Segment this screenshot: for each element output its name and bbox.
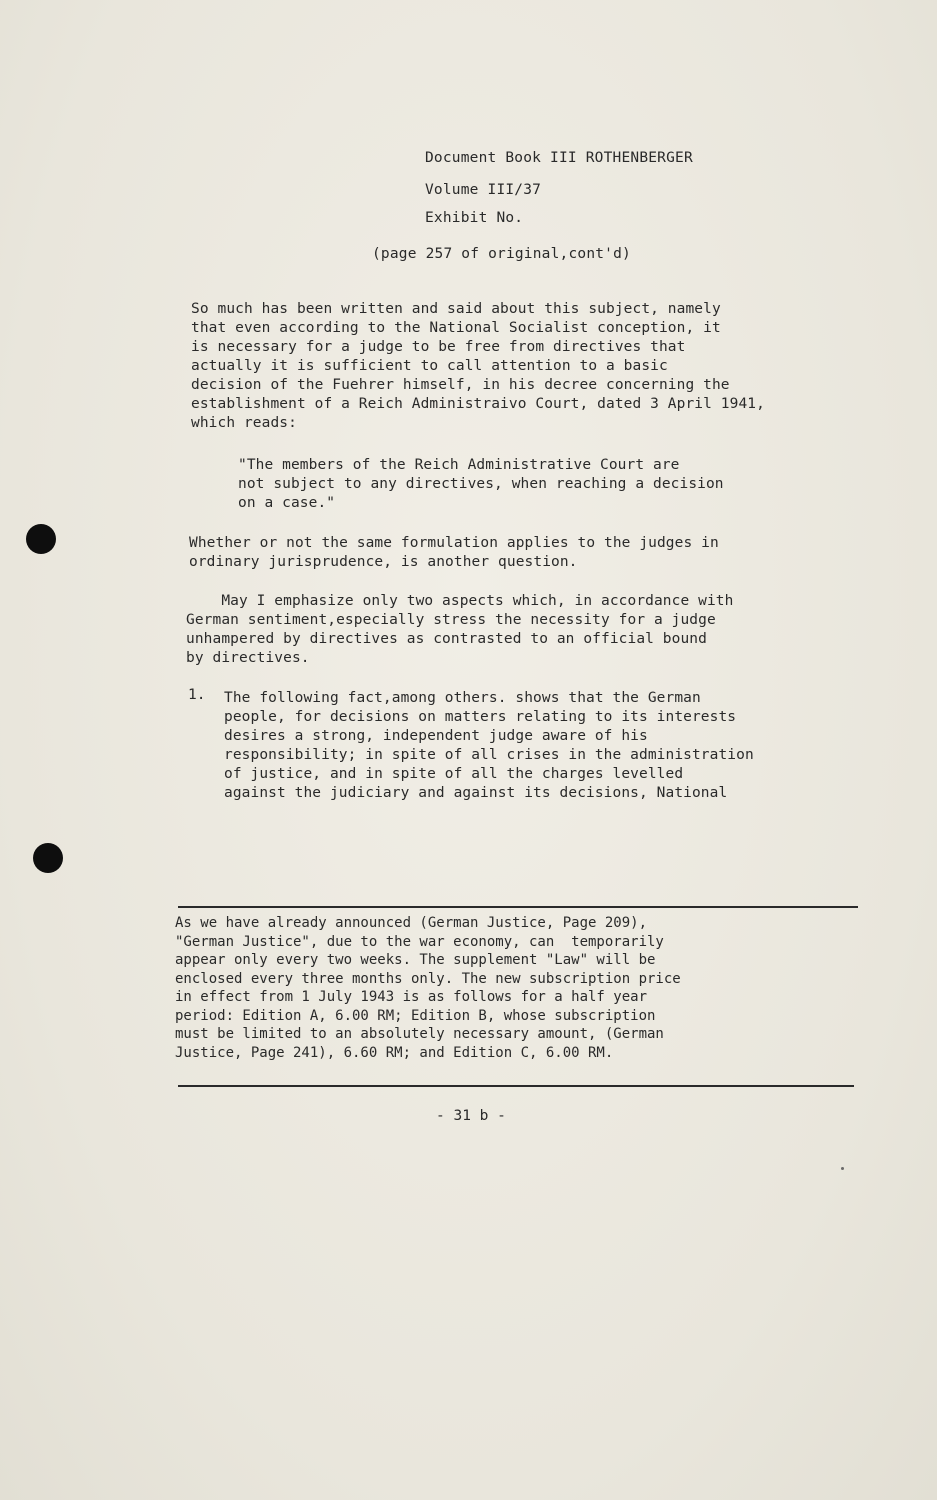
body-paragraph-1: So much has been written and said about this subject, namely that even according to the National Socialist conception, it is necessary for a judge to be free from directives that actually it is sufficient to call attention to a basic decision of the Fuehrer himself, in his decree concerning the establishment of a Reich Administraivo Court, dated 3 April 1941, which reads: [191,301,765,431]
document-book-title: Document Book III ROTHENBERGER [425,150,693,166]
footnote-rule-top [178,906,858,908]
body-paragraph-3: May I emphasize only two aspects which, in accordance with German sentiment,especially stress the necessity for a judge unhampered by directives as contrasted to an official bound by directives. [186,593,734,666]
volume-label: Volume III/37 [425,182,542,198]
footnote-rule-bottom [178,1085,854,1087]
body-paragraph-2: Whether or not the same formulation applies to the judges in ordinary jurisprudence, is another question. [189,535,719,570]
exhibit-label: Exhibit No. [425,210,524,226]
punch-hole-upper [26,524,56,554]
list-item-number: 1. [188,687,206,703]
paper-speck [841,1167,844,1170]
page-reference: (page 257 of original,cont'd) [372,246,631,262]
punch-hole-lower [33,843,63,873]
list-item-text: The following fact,among others. shows that the German people, for decisions on matters relating to its interests desires a strong, independent judge aware of his responsibility; in spite of all crises in the administration of justice, and in spite of all the charges levelled against the judiciary and against its decisions, National [224,690,754,801]
page-number: - 31 b - [436,1108,506,1124]
quoted-decree: "The members of the Reich Administrative Court are not subject to any directives, when reaching a decision on a case." [238,457,724,511]
footnote-text: As we have already announced (German Justice, Page 209), "German Justice", due to the war economy, can temporarily appear only every two weeks. The supplement "Law" will be enclosed every three months only. The new subscription price in effect from 1 July 1943 is as follows for a half year period: Edition A, 6.00 RM; Edition B, whose subscription must be limited to an absolutely necessary amount, (German Justice, Page 241), 6.60 RM; and Edition C, 6.00 RM. [175,915,681,1061]
